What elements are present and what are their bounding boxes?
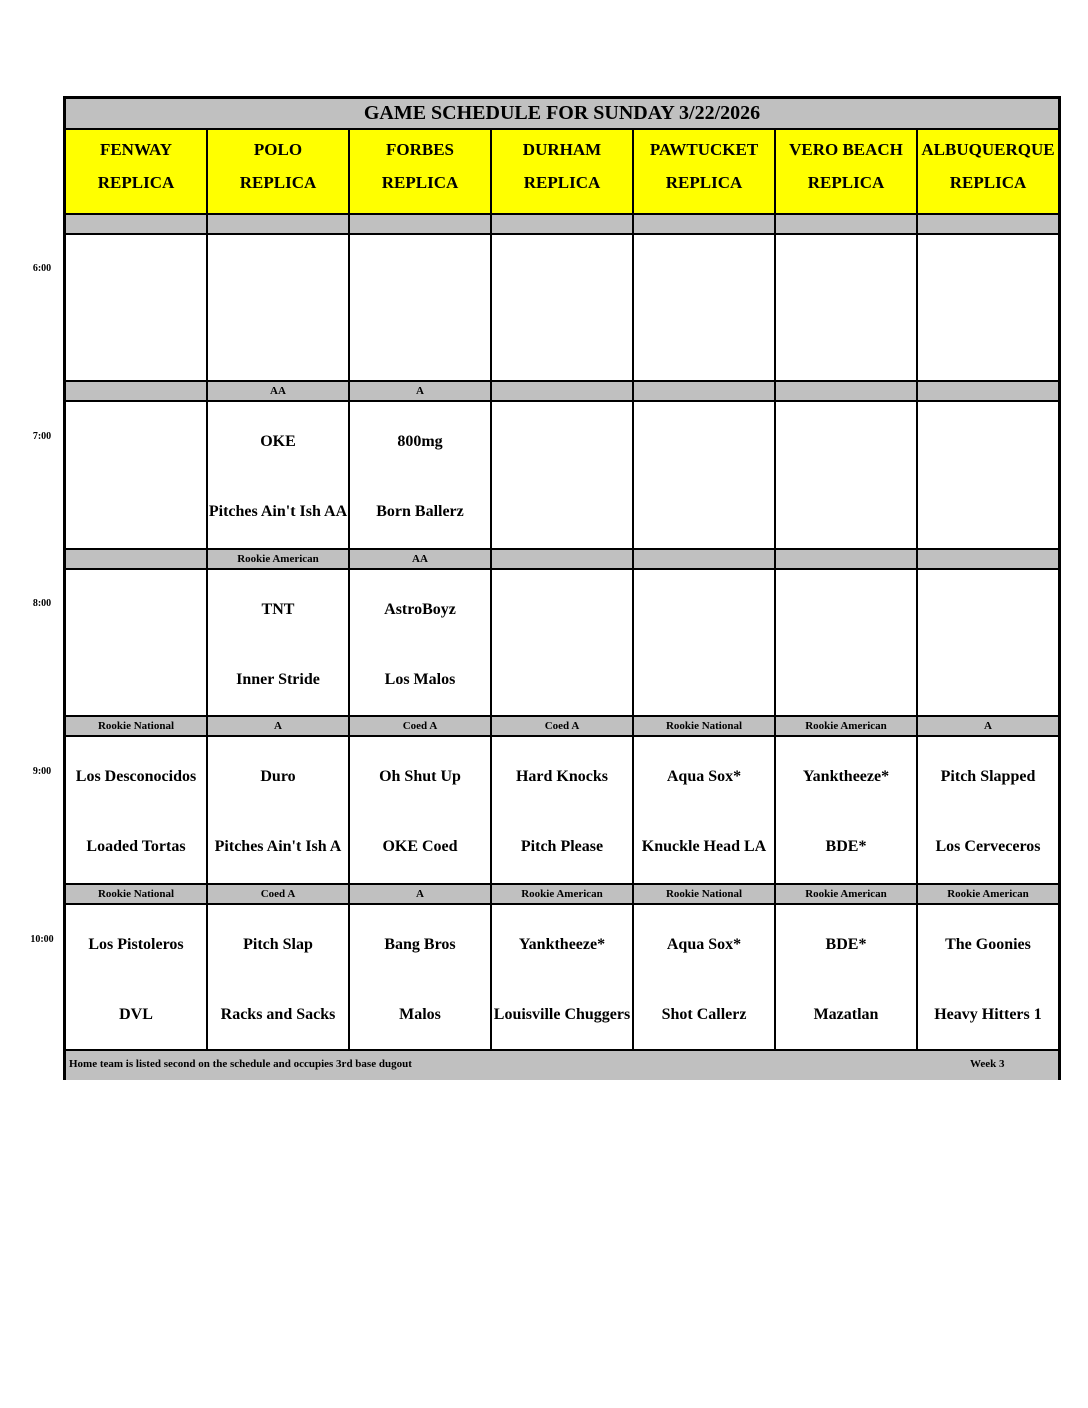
away-team — [492, 420, 632, 462]
field-name: POLO — [253, 140, 303, 159]
time-label-8: 8:00 — [32, 598, 52, 609]
schedule-title: GAME SCHEDULE FOR SUNDAY 3/22/2026 — [66, 99, 1058, 130]
field-header — [66, 130, 206, 213]
division-band: A — [918, 715, 1058, 737]
column-divider — [206, 130, 208, 1049]
game-cell — [350, 235, 490, 380]
game-cell — [634, 737, 774, 882]
division-band: Rookie American — [776, 883, 916, 905]
division-band: Coed A — [350, 715, 490, 737]
home-team — [492, 320, 632, 368]
away-team: 800mg — [397, 432, 443, 450]
away-team — [918, 253, 1058, 295]
home-team — [492, 655, 632, 703]
division-band: Rookie American — [918, 883, 1058, 905]
division-band — [918, 213, 1058, 235]
home-team — [634, 320, 774, 368]
field-name: FORBES — [385, 140, 455, 159]
division-band: Rookie National — [634, 883, 774, 905]
field-header — [776, 130, 916, 213]
time-label-6: 6:00 — [32, 263, 52, 274]
field-subtitle: REPLICA — [523, 173, 601, 192]
game-cell — [66, 905, 206, 1050]
column-divider — [348, 130, 350, 1049]
division-band — [66, 213, 206, 235]
division-band — [350, 213, 490, 235]
away-team — [634, 420, 774, 462]
game-cell — [492, 737, 632, 882]
field-header — [634, 130, 774, 213]
away-team — [776, 420, 916, 462]
division-band: A — [350, 380, 490, 402]
time-label-10: 10:00 — [30, 934, 54, 945]
division-band — [918, 548, 1058, 570]
home-team — [350, 320, 490, 368]
field-header — [492, 130, 632, 213]
away-team — [492, 588, 632, 630]
game-cell — [208, 570, 348, 715]
column-divider — [632, 130, 634, 1049]
game-cell — [492, 570, 632, 715]
away-team — [350, 253, 490, 295]
field-name: FENWAY — [99, 140, 173, 159]
division-band — [492, 548, 632, 570]
game-cell — [350, 402, 490, 547]
away-team: Oh Shut Up — [379, 767, 461, 785]
home-team: Born Ballerz — [376, 502, 464, 520]
home-team: Pitches Ain't Ish A — [214, 837, 342, 855]
home-team: Knuckle Head LA — [641, 837, 767, 855]
field-subtitle: REPLICA — [949, 173, 1027, 192]
home-team — [776, 655, 916, 703]
away-team: Los Pistoleros — [88, 935, 184, 953]
home-team — [66, 320, 206, 368]
game-cell — [776, 905, 916, 1050]
home-team: Louisville Chuggers — [493, 1005, 631, 1023]
home-team — [634, 655, 774, 703]
field-header — [918, 130, 1058, 213]
field-column — [208, 130, 348, 1080]
away-team — [776, 588, 916, 630]
home-team: Los Malos — [384, 670, 456, 688]
home-team — [66, 487, 206, 535]
game-cell — [634, 570, 774, 715]
division-band: AA — [208, 380, 348, 402]
home-team: Heavy Hitters 1 — [934, 1005, 1042, 1023]
game-cell — [208, 402, 348, 547]
game-cell — [66, 737, 206, 882]
game-cell — [208, 905, 348, 1050]
column-divider — [490, 130, 492, 1049]
division-band — [66, 380, 206, 402]
home-team: Los Cerveceros — [935, 837, 1041, 855]
division-band — [492, 213, 632, 235]
home-team: DVL — [119, 1005, 153, 1023]
division-band — [634, 380, 774, 402]
away-team: Yanktheeze* — [518, 935, 606, 953]
away-team: Pitch Slapped — [940, 767, 1036, 785]
away-team — [208, 253, 348, 295]
home-team — [776, 320, 916, 368]
division-band: Rookie American — [776, 715, 916, 737]
division-band: A — [208, 715, 348, 737]
home-team: BDE* — [825, 837, 867, 855]
game-cell — [634, 235, 774, 380]
away-team: Hard Knocks — [515, 767, 608, 785]
game-cell — [208, 737, 348, 882]
division-band: Rookie American — [208, 548, 348, 570]
away-team — [776, 253, 916, 295]
home-team — [776, 487, 916, 535]
field-column — [634, 130, 774, 1080]
schedule-footer — [66, 1049, 1058, 1080]
game-cell — [776, 402, 916, 547]
away-team: Aqua Sox* — [666, 767, 742, 785]
field-name: VERO BEACH — [789, 140, 903, 159]
field-header — [350, 130, 490, 213]
game-cell — [492, 402, 632, 547]
division-band — [776, 213, 916, 235]
field-column — [918, 130, 1058, 1080]
home-team: Pitches Ain't Ish AA — [208, 502, 348, 520]
home-team — [208, 320, 348, 368]
field-column — [66, 130, 206, 1080]
game-cell — [208, 235, 348, 380]
home-team — [918, 655, 1058, 703]
away-team — [492, 253, 632, 295]
game-cell — [918, 402, 1058, 547]
away-team: OKE — [260, 432, 296, 450]
field-column — [776, 130, 916, 1080]
home-team: Malos — [399, 1005, 441, 1023]
field-subtitle: REPLICA — [665, 173, 743, 192]
away-team: Yanktheeze* — [802, 767, 890, 785]
away-team — [634, 588, 774, 630]
home-team — [634, 487, 774, 535]
schedule-table — [63, 96, 1061, 1080]
column-divider — [774, 130, 776, 1049]
home-team: Inner Stride — [236, 670, 320, 688]
field-subtitle: REPLICA — [381, 173, 459, 192]
game-cell — [350, 737, 490, 882]
away-team: Duro — [260, 767, 296, 785]
field-subtitle: REPLICA — [807, 173, 885, 192]
home-team: Loaded Tortas — [86, 837, 186, 855]
home-team-note: Home team is listed second on the schedule and occupies 3rd base dugout — [69, 1058, 412, 1070]
away-team: Los Desconocidos — [75, 767, 197, 785]
division-band — [776, 548, 916, 570]
time-label-7: 7:00 — [32, 431, 52, 442]
away-team — [634, 253, 774, 295]
away-team — [918, 588, 1058, 630]
away-team: Pitch Slap — [243, 935, 313, 953]
away-team — [66, 420, 206, 462]
game-cell — [66, 402, 206, 547]
away-team: TNT — [261, 600, 295, 618]
field-subtitle: REPLICA — [239, 173, 317, 192]
game-cell — [350, 570, 490, 715]
home-team — [66, 655, 206, 703]
away-team: BDE* — [825, 935, 867, 953]
division-band: Rookie National — [66, 715, 206, 737]
division-band — [208, 213, 348, 235]
game-cell — [776, 737, 916, 882]
division-band: Rookie American — [492, 883, 632, 905]
field-name: PAWTUCKET — [649, 140, 759, 159]
column-divider — [916, 130, 918, 1049]
field-header — [208, 130, 348, 213]
division-band: Rookie National — [66, 883, 206, 905]
home-team: Mazatlan — [813, 1005, 879, 1023]
division-band — [634, 213, 774, 235]
division-band: Coed A — [208, 883, 348, 905]
home-team: Racks and Sacks — [220, 1005, 336, 1023]
game-cell — [918, 737, 1058, 882]
division-band — [634, 548, 774, 570]
game-cell — [776, 570, 916, 715]
division-band: AA — [350, 548, 490, 570]
field-column — [492, 130, 632, 1080]
division-band: Rookie National — [634, 715, 774, 737]
game-cell — [492, 235, 632, 380]
away-team — [66, 253, 206, 295]
field-subtitle: REPLICA — [97, 173, 175, 192]
game-cell — [918, 905, 1058, 1050]
game-cell — [634, 905, 774, 1050]
home-team — [918, 487, 1058, 535]
game-cell — [634, 402, 774, 547]
home-team — [918, 320, 1058, 368]
away-team: Bang Bros — [384, 935, 456, 953]
away-team — [918, 420, 1058, 462]
game-cell — [492, 905, 632, 1050]
field-name: DURHAM — [522, 140, 602, 159]
division-band: A — [350, 883, 490, 905]
game-cell — [776, 235, 916, 380]
away-team: Aqua Sox* — [666, 935, 742, 953]
game-cell — [66, 570, 206, 715]
field-column — [350, 130, 490, 1080]
home-team: Pitch Please — [520, 837, 604, 855]
home-team — [492, 487, 632, 535]
division-band — [492, 380, 632, 402]
game-cell — [918, 570, 1058, 715]
time-label-9: 9:00 — [32, 766, 52, 777]
division-band — [66, 548, 206, 570]
away-team — [66, 588, 206, 630]
week-label: Week 3 — [970, 1058, 1005, 1070]
division-band: Coed A — [492, 715, 632, 737]
division-band — [918, 380, 1058, 402]
field-name: ALBUQUERQUE — [921, 140, 1055, 159]
home-team: OKE Coed — [382, 837, 458, 855]
game-cell — [66, 235, 206, 380]
home-team: Shot Callerz — [661, 1005, 747, 1023]
game-cell — [918, 235, 1058, 380]
away-team: AstroBoyz — [384, 600, 456, 618]
away-team: The Goonies — [945, 935, 1031, 953]
division-band — [776, 380, 916, 402]
game-cell — [350, 905, 490, 1050]
